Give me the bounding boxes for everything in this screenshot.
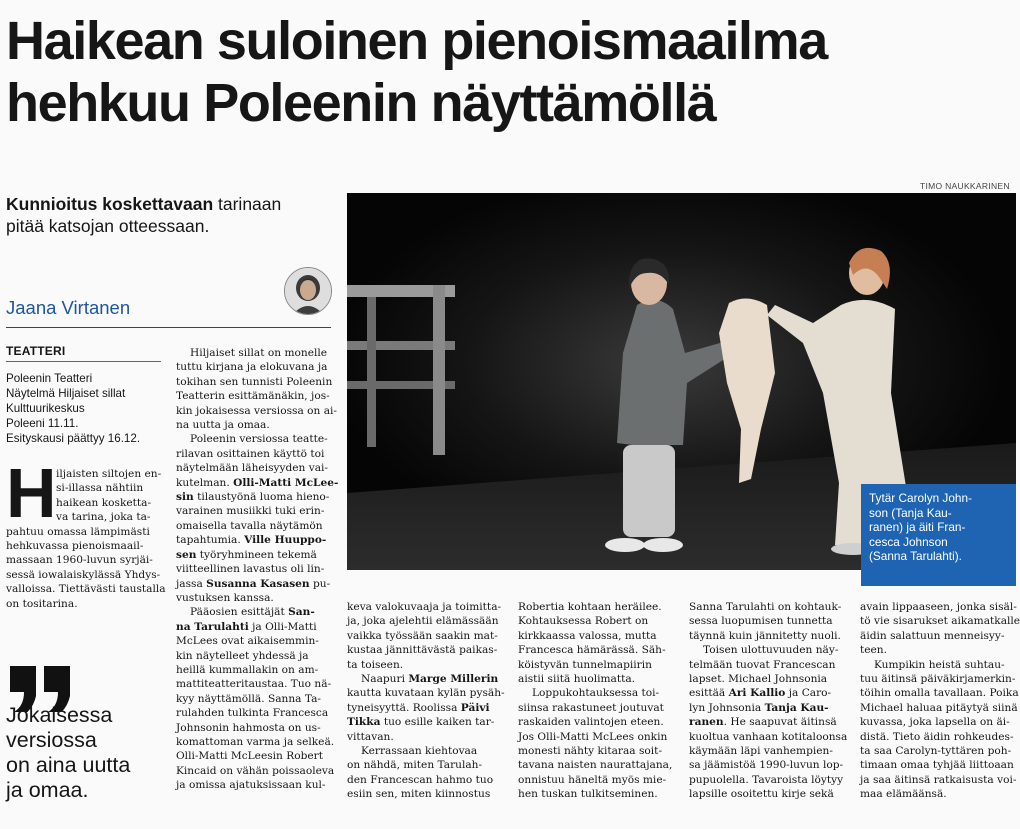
body-line: si-illassa nähtiin	[56, 482, 144, 495]
info-label: TEATTERI	[6, 344, 66, 358]
caption-line: Tytär Carolyn John-	[869, 491, 972, 505]
body-line: näytelmään läheisyyden vai-	[176, 462, 329, 475]
body-line: on nähdä, miten Tarulah-	[347, 759, 483, 772]
body-line: käymään läpi vanhempien-	[689, 745, 833, 758]
body-line: vustuksen kanssa.	[176, 591, 274, 604]
body-line: rilavan osittainen käyttö toi	[176, 447, 325, 460]
body-line: äidin salattuun menneisyy-	[860, 629, 1005, 642]
body-line: kutelman. Olli-Matti McLee-	[176, 476, 339, 489]
body-line: Toisen ulottuvuuden näy-	[703, 644, 839, 657]
body-line: distä. Tieto äidin rohkeudes-	[860, 730, 1014, 743]
body-line: Robertia kohtaan heräilee.	[518, 601, 662, 613]
info-label-rule	[6, 361, 161, 362]
body-line: rulahden tulkinta Francesca	[176, 707, 329, 720]
body-line: iljaisten siltojen en-	[56, 468, 162, 480]
body-line: ja, joka ajelehtii elämässään	[347, 615, 499, 628]
body-line: na uutta ja omaa.	[176, 419, 270, 432]
author-avatar	[284, 267, 332, 315]
body-line: kautta kuvataan kylän pysäh-	[347, 687, 505, 700]
body-line: Kincaid on vähän poissaoleva	[176, 764, 335, 777]
body-line: viitteellinen lavastus oli lin-	[176, 563, 325, 576]
body-line: valloissa. Tiettävästi taustalla	[6, 583, 166, 596]
body-line: kustaa jännittävästä paikas-	[347, 644, 498, 657]
body-line: tapahtumia. Ville Huuppo-	[176, 534, 327, 547]
body-line: sessa luopumisen tunnetta	[689, 615, 833, 628]
body-line: McLees ovat aikaisemmin-	[176, 635, 319, 648]
quote-mark-icon	[8, 640, 78, 712]
body-line: tuu äitinsä päiväkirjamerkin-	[860, 673, 1016, 686]
body-line: jassa Susanna Kasasen pu-	[176, 577, 331, 590]
body-line: komattoman varma ja selkeä.	[176, 735, 335, 748]
body-line: haikean kosketta-	[56, 496, 152, 509]
info-line: Kulttuurikeskus	[6, 402, 85, 415]
photo-caption	[861, 484, 1016, 586]
body-column-2	[176, 346, 338, 793]
body-line: lapsille osoitettu kirje sekä	[689, 788, 834, 801]
body-line: tavana naisten naurattajana,	[518, 759, 673, 772]
body-line: varainen musiikki tuki erin-	[176, 505, 325, 518]
body-line: tyneisyyttä. Roolissa Päivi	[347, 701, 490, 714]
info-line: Poleeni 11.11.	[6, 417, 79, 430]
body-line: sen työryhmineen tekemä	[176, 548, 317, 561]
body-line: ja omissa ajatuksissaan kul-	[176, 779, 326, 792]
body-line: täynnä kuin jännitetty nuoli.	[689, 629, 841, 642]
info-line: Poleenin Teatteri	[6, 372, 93, 385]
caption-line: son (Tanja Kau-	[869, 505, 952, 520]
headline-line-2: hehkuu Poleenin näyttämöllä	[6, 73, 716, 133]
body-line: avain lippaaseen, jonka sisäl-	[860, 601, 1017, 613]
headline	[6, 10, 1016, 134]
body-line: telmään tuovat Francescan	[689, 658, 836, 671]
body-line: onnistuu häneltä myös mie-	[518, 773, 667, 786]
body-line: lyn Johnsonia Tanja Kau-	[689, 701, 829, 714]
pull-quote-line: versiossa	[6, 728, 97, 752]
drop-cap: H	[6, 454, 57, 532]
body-line: kin näytelleet yhdessä ja	[176, 649, 309, 662]
body-line: omaisella tavalla näytämön	[176, 519, 323, 532]
body-line: Loppukohtauksessa toi-	[532, 687, 660, 700]
body-line: Michael haluaa pitäytyä siinä	[860, 701, 1018, 714]
lead-rest: tarinaan	[213, 194, 282, 214]
body-line: ta toiseen.	[347, 658, 404, 671]
body-line: vittavan.	[347, 730, 394, 743]
lead-paragraph	[6, 193, 331, 237]
body-column-6	[860, 600, 1020, 802]
body-line: ranen. He saapuvat äitinsä	[689, 716, 837, 729]
body-line: va tarina, joka ta-	[56, 511, 151, 524]
body-line: maa elämäänsä.	[860, 788, 947, 801]
body-line: tokihan sen tunnisti Poleenin	[176, 375, 333, 388]
body-line: keva valokuvaaja ja toimitta-	[347, 601, 502, 613]
body-column-5	[689, 600, 851, 802]
body-line: kuvassa, joka lapsella on äi-	[860, 716, 1010, 729]
caption-line: cesca Johnson	[869, 534, 948, 549]
body-line: kin jokaisessa versiossa on ai-	[176, 404, 337, 417]
body-line: Teatterin esittämänäkin, jos-	[176, 390, 330, 403]
body-line: kirkkaassa valossa, mutta	[518, 629, 657, 642]
body-line: Pääosien esittäjät San-	[190, 606, 315, 619]
headline-line-1: Haikean suloinen pienoismaailma	[6, 11, 827, 71]
body-line: tuttu kirjana ja elokuvana ja	[176, 361, 328, 374]
body-column-3	[347, 600, 509, 802]
body-line: mattiteatteritaustaa. Tuo nä-	[176, 678, 332, 691]
body-line: esiin sen, miten kiinnostus	[347, 788, 491, 801]
body-line: Hiljaiset sillat on monelle	[190, 347, 328, 359]
body-line: hen tuskan tulkitseminen.	[518, 788, 658, 801]
body-line: lapset. Michael Johnsonia	[689, 673, 828, 686]
pull-quote-line: on aina uutta	[6, 753, 131, 777]
body-line: Tikka tuo esille kaiken tar-	[347, 716, 495, 729]
caption-line: (Sanna Tarulahti).	[869, 549, 962, 564]
body-line: Francesca hämärässä. Säh-	[518, 644, 666, 657]
body-line: on tositarina.	[6, 597, 78, 610]
body-line: vaikka työssään saakin mat-	[347, 629, 498, 642]
body-line: ja saa äitinsä ratkaisusta voi-	[860, 773, 1017, 786]
pull-quote	[6, 703, 166, 803]
body-line: siinsa rakastuneet joutuvat	[518, 701, 664, 714]
body-line: ta saa Carolyn-tyttären poh-	[860, 745, 1012, 758]
body-column-1	[6, 454, 166, 611]
body-line: sin tilaustyönä luoma hieno-	[176, 491, 330, 504]
body-line: sessä iowalaiskylässä Yhdys-	[6, 568, 161, 581]
pull-quote-line: Jokaisessa	[6, 703, 113, 727]
body-line: tö vie sisarukset aikamatkalle	[860, 615, 1020, 628]
photo-credit: TIMO NAUKKARINEN	[920, 181, 1010, 191]
body-line: Naapuri Marge Millerin	[361, 673, 499, 686]
body-line: sa jäämistöä 1990-luvun lop-	[689, 759, 844, 772]
body-line: köistyvän tunnelmapiirin	[518, 658, 652, 671]
body-line: massaan 1960-luvun syrjäi-	[6, 554, 153, 567]
author-name: Jaana Virtanen	[6, 297, 131, 318]
body-line: Kerrassaan kiehtovaa	[361, 745, 478, 758]
body-line: töihin omalla tavallaan. Poika	[860, 687, 1019, 700]
body-line: aistii siitä huolimatta.	[518, 673, 636, 686]
body-line: Kohtauksessa Robert on	[518, 615, 649, 628]
lead-line-2: pitää katsojan otteessaan.	[6, 216, 210, 236]
body-line: heillä kummallakin on am-	[176, 663, 319, 676]
body-line: pahtuu omassa lämpimästi	[6, 525, 150, 538]
body-line: pupuolella. Tavaroista löytyy	[689, 773, 844, 786]
info-box	[6, 344, 161, 446]
caption-line: ranen) ja äiti Fran-	[869, 520, 966, 535]
lead-bold: Kunnioitus koskettavaan	[6, 194, 214, 214]
body-line: kuoltua vanhaan kotitaloonsa	[689, 730, 848, 743]
body-line: kyy näyttämöllä. Sanna Ta-	[176, 692, 322, 705]
body-line: Poleenin versiossa teatte-	[190, 433, 328, 446]
body-line: teen.	[860, 644, 887, 657]
body-line: Kumpikin heistä suhtau-	[874, 658, 1005, 671]
info-line: Esityskausi päättyy 16.12.	[6, 432, 141, 445]
body-line: esittää Ari Kallio ja Caro-	[689, 687, 832, 700]
pull-quote-line: ja omaa.	[6, 778, 89, 802]
body-line: Jos Olli-Matti McLees onkin	[518, 730, 668, 743]
author-rule	[6, 327, 331, 328]
body-line: monesti nähty kitaraa soit-	[518, 745, 663, 758]
body-line: na Tarulahti ja Olli-Matti	[176, 620, 317, 633]
body-line: timaan omaa tyhjää liittoaan	[860, 759, 1014, 772]
info-line: Näytelmä Hiljaiset sillat	[6, 387, 126, 400]
body-column-4	[518, 600, 680, 802]
body-line: Olli-Matti McLeesin Robert	[176, 750, 323, 763]
author-portrait-icon	[285, 268, 331, 314]
body-line: Johnsonin hahmosta on us-	[176, 721, 321, 734]
body-line: hehkuvassa pienoismaail-	[6, 540, 144, 553]
body-line: Sanna Tarulahti on kohtauk-	[689, 601, 842, 613]
body-line: raskaiden valintojen eteen.	[518, 716, 664, 729]
body-line: den Francescan hahmo tuo	[347, 773, 494, 786]
